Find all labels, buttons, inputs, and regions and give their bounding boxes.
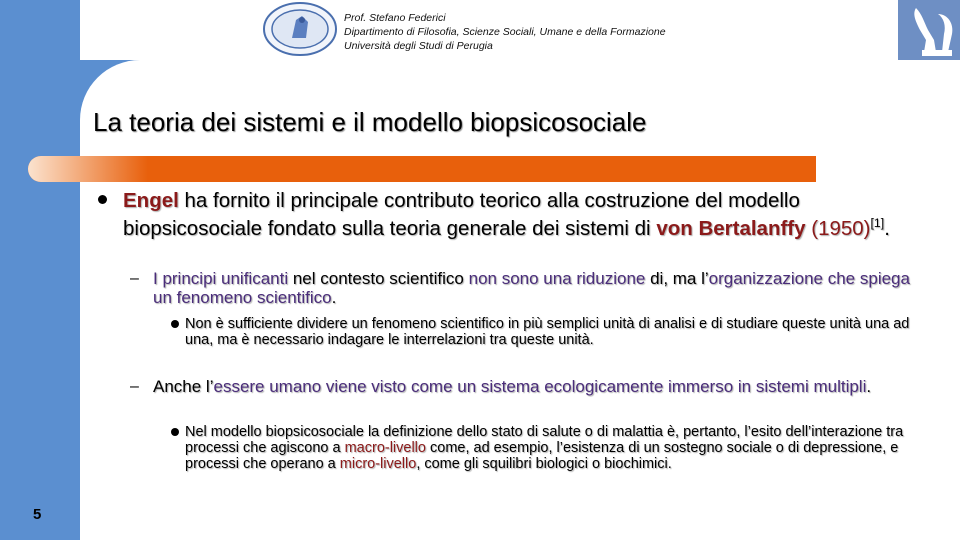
department-logo-icon xyxy=(898,0,960,60)
bullet-level2-human-end: . xyxy=(866,377,872,396)
page-number: 5 xyxy=(33,506,42,523)
bullet-level2-human-start: Anche l’ xyxy=(153,377,214,396)
bullet-level1-text: ha fornito il principale contributo teorico alla costruzione del modello biopsicosociale fondato sulla teoria generale dei sistemi di xyxy=(123,189,800,240)
bullet-level2-human xyxy=(153,377,913,396)
term-organization: organizzazione che spiega un fenomeno scientifico xyxy=(153,269,910,307)
bullet-dot-icon xyxy=(171,428,179,436)
term-not-reduction: non sono una riduzione xyxy=(468,269,646,288)
bullet-level2-text-b: di, ma l’ xyxy=(645,269,709,288)
bullet-level3-analysis: Non è sufficiente dividere un fenomeno scientifico in più semplici unità di analisi e di studiare queste unità una ad una, ma è necessario indagare le interrelazioni tra queste unità. xyxy=(185,316,910,348)
term-micro-level: micro-livello xyxy=(339,456,417,472)
bullet-level2-principles xyxy=(153,269,913,307)
term-macro-level: macro-livello xyxy=(344,440,426,456)
university-seal-icon xyxy=(262,2,338,56)
bullet-level3-model-c: , come gli squilibri biologici o biochimici. xyxy=(416,456,672,472)
bullet-level1-end: . xyxy=(884,216,890,240)
term-human-system: essere umano viene visto come un sistema ecologicamente immerso in sistemi multipli xyxy=(213,377,867,396)
bullet-level3-model-b: come, ad esempio, l’esistenza di un sostegno sociale o di depressione, e processi che operano a xyxy=(185,440,899,472)
bullet-dot-icon xyxy=(171,320,179,328)
slide-title: La teoria dei sistemi e il modello biopsicosociale xyxy=(93,107,647,137)
header-credits xyxy=(344,11,666,53)
bullet-level2-text-a: nel contesto scientifico xyxy=(288,269,469,288)
bullet-level1-engel xyxy=(123,190,903,240)
bullet-level3-model-a: Nel modello biopsicosociale la definizione dello stato di salute o di malattia è, pertanto, l’esito dell’interazione tra processi che agiscono a xyxy=(185,424,904,456)
term-unifying-principles: I principi unificanti xyxy=(153,269,289,288)
left-sidebar xyxy=(0,0,80,540)
bullet-level2-end: . xyxy=(331,288,337,307)
term-engel: Engel xyxy=(123,189,179,212)
title-underline-fade xyxy=(28,156,148,182)
header-university: Università degli Studi di Perugia xyxy=(344,40,493,52)
footnote-reference: [1] xyxy=(870,216,885,230)
header-department: Dipartimento di Filosofia, Scienze Sociali, Umane e della Formazione xyxy=(344,26,666,38)
bullet-level3-model xyxy=(185,424,925,472)
dash-marker: – xyxy=(130,270,139,287)
dash-marker: – xyxy=(130,378,139,395)
term-year: (1950) xyxy=(805,216,871,240)
bullet-dot-icon xyxy=(98,195,107,204)
term-bertalanffy: von Bertalanffy xyxy=(656,216,806,240)
header-professor: Prof. Stefano Federici xyxy=(344,12,446,24)
